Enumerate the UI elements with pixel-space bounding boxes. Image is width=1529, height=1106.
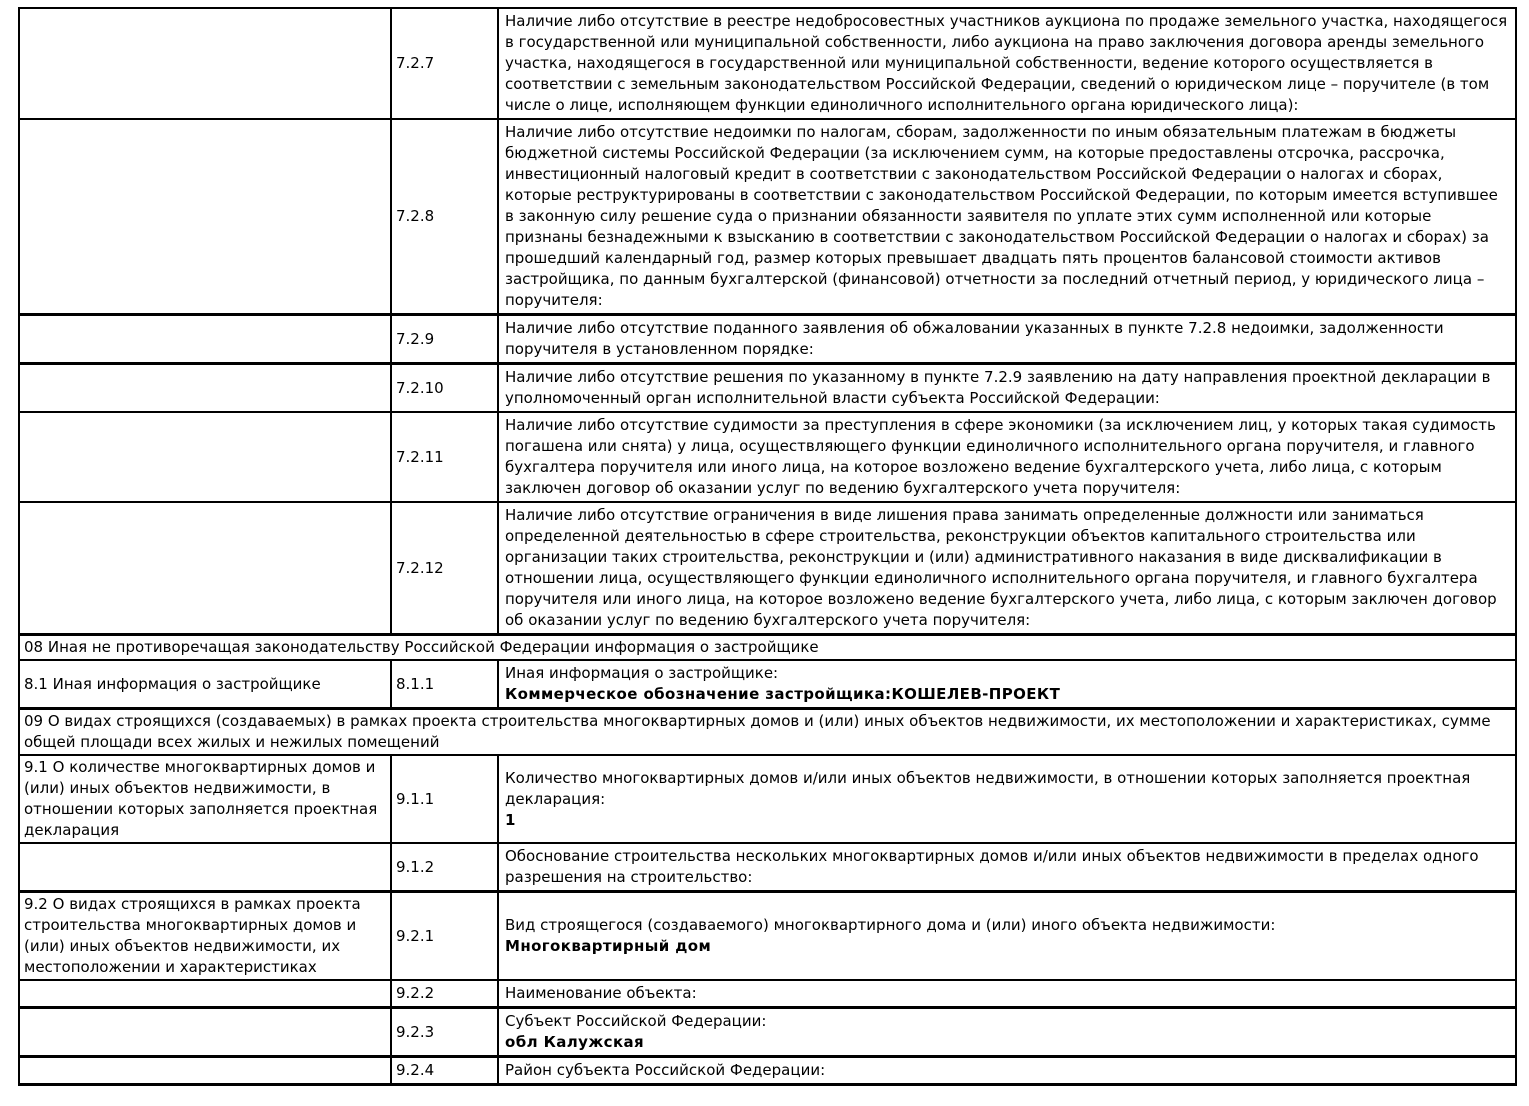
row-number-cell: 9.2.3 — [391, 1008, 498, 1057]
row-description-cell — [19, 119, 391, 315]
declaration-table-body — [19, 8, 1516, 1085]
table-row — [19, 502, 1516, 635]
row-number-cell: 7.2.10 — [391, 364, 498, 413]
table-row — [19, 709, 1516, 756]
row-content-cell — [498, 892, 1516, 981]
row-number-cell: 9.2.2 — [391, 980, 498, 1008]
row-number-cell: 7.2.12 — [391, 502, 498, 635]
row-content-cell — [498, 1008, 1516, 1057]
table-row — [19, 980, 1516, 1008]
section-header: 09 О видах строящихся (создаваемых) в рамках проекта строительства многоквартирных домов и (или) иных объектов недвижимости, их местоположении и характеристиках, сумме общей площади всех жилых и нежилых помещений — [19, 709, 1516, 756]
row-description-cell — [19, 502, 391, 635]
row-description-cell: 8.1 Иная информация о застройщике — [19, 660, 391, 709]
table-row — [19, 843, 1516, 892]
field-label: Иная информация о застройщике: — [505, 664, 779, 682]
table-row — [19, 892, 1516, 981]
row-number-cell: 9.2.1 — [391, 892, 498, 981]
field-label: Наличие либо отсутствие судимости за преступления в сфере экономики (за исключением лиц, у которых такая судимость погашена или снята) у лица, осуществляющего функции единоличного исполнительного органа поручителя, и главного бухгалтера поручителя или иного лица, на которое возложено ведение бухгалтерского учета, либо лица, с которым заключен договор об оказании услуг по ведению бухгалтерского учета поручителя: — [505, 416, 1496, 497]
table-row — [19, 660, 1516, 709]
row-number-cell: 7.2.7 — [391, 8, 498, 119]
table-row — [19, 412, 1516, 502]
field-label: Наличие либо отсутствие в реестре недобросовестных участников аукциона по продаже земельного участка, находящегося в государственной или муниципальной собственности, либо аукциона на право заключения договора аренды земельного участка, находящегося в государственной или муниципальной собственности, ведение которого осуществляется в соответствии с земельным законодательством Российской Федерации, сведений о юридическом лице – поручителе (в том числе о лице, исполняющем функции единоличного исполнительного органа юридического лица): — [505, 12, 1508, 114]
row-number-cell: 7.2.11 — [391, 412, 498, 502]
field-label: Количество многоквартирных домов и/или иных объектов недвижимости, в отношении которых заполняется проектная декларация: — [505, 768, 1471, 808]
row-description-cell — [19, 1008, 391, 1057]
field-value: обл Калужская — [505, 1033, 645, 1051]
row-description-cell: 9.1 О количестве многоквартирных домов и (или) иных объектов недвижимости, в отношении которых заполняется проектная декларация — [19, 755, 391, 843]
row-number-cell: 7.2.8 — [391, 119, 498, 315]
table-row — [19, 1057, 1516, 1085]
section-header: 08 Иная не противоречащая законодательству Российской Федерации информация о застройщике — [19, 635, 1516, 661]
table-row — [19, 119, 1516, 315]
field-label: Наличие либо отсутствие поданного заявления об обжаловании указанных в пункте 7.2.8 недоимки, задолженности поручителя в установленном порядке: — [505, 319, 1444, 358]
field-label: Вид строящегося (создаваемого) многоквартирного дома и (или) иного объекта недвижимости: — [505, 916, 1276, 934]
row-content-cell — [498, 980, 1516, 1008]
row-number-cell: 9.1.1 — [391, 755, 498, 843]
field-value: 1 — [505, 810, 516, 829]
declaration-table — [18, 7, 1517, 1086]
field-label: Наличие либо отсутствие решения по указанному в пункте 7.2.9 заявлению на дату направления проектной декларации в уполномоченный орган исполнительной власти субъекта Российской Федерации: — [505, 368, 1491, 407]
row-number-cell: 8.1.1 — [391, 660, 498, 709]
field-label: Наличие либо отсутствие ограничения в виде лишения права занимать определенные должности или заниматься определенной деятельностью в сфере строительства, реконструкции объектов капитального строительства или организации таких строительства, реконструкции и (или) административного наказания в виде дисквалификации в отношении лица, осуществляющего функции единоличного исполнительного органа поручителя, и главного бухгалтера поручителя или иного лица, на которое возложено ведение бухгалтерского учета, либо лица, с которым заключен договор об оказании услуг по ведению бухгалтерского учета поручителя: — [505, 506, 1497, 629]
row-description-cell — [19, 843, 391, 892]
table-row — [19, 315, 1516, 364]
row-content-cell — [498, 8, 1516, 119]
row-number-cell: 9.1.2 — [391, 843, 498, 892]
row-content-cell — [498, 412, 1516, 502]
table-row — [19, 635, 1516, 661]
table-row — [19, 755, 1516, 843]
row-content-cell — [498, 755, 1516, 843]
row-content-cell — [498, 364, 1516, 413]
row-description-cell — [19, 412, 391, 502]
field-label: Субъект Российской Федерации: — [505, 1012, 767, 1030]
row-description-cell — [19, 1057, 391, 1085]
row-description-cell — [19, 315, 391, 364]
row-content-cell — [498, 843, 1516, 892]
field-label: Наличие либо отсутствие недоимки по налогам, сборам, задолженности по иным обязательным платежам в бюджеты бюджетной системы Российской Федерации (за исключением сумм, на которые предоставлены отсрочка, рассрочка, инвестиционный налоговый кредит в соответствии с законодательством Российской Федерации о налогах и сборах, которые реструктурированы в соответствии с законодательством Российской Федерации, по которым имеется вступившее в законную силу решение суда о признании обязанности заявителя по уплате этих сумм исполненной или которые признаны безнадежными к взысканию в соответствии с законодательством Российской Федерации о налогах и сборах) за прошедший календарный год, размер которых превышает двадцать пять процентов балансовой стоимости активов застройщика, по данным бухгалтерской (финансовой) отчетности за последний отчетный период, у юридического лица – поручителя: — [505, 123, 1498, 309]
field-label: Обоснование строительства нескольких многоквартирных домов и/или иных объектов недвижимости в пределах одного разрешения на строительство: — [505, 847, 1479, 886]
row-number-cell: 7.2.9 — [391, 315, 498, 364]
row-description-cell — [19, 8, 391, 119]
table-row — [19, 1008, 1516, 1057]
table-row — [19, 8, 1516, 119]
row-content-cell — [498, 502, 1516, 635]
row-description-cell — [19, 980, 391, 1008]
field-label: Наименование объекта: — [505, 984, 697, 1002]
field-value: Многоквартирный дом — [505, 937, 712, 955]
field-value: Коммерческое обозначение застройщика:КОШЕЛЕВ-ПРОЕКТ — [505, 685, 1061, 703]
row-content-cell — [498, 119, 1516, 315]
row-number-cell: 9.2.4 — [391, 1057, 498, 1085]
row-description-cell: 9.2 О видах строящихся в рамках проекта строительства многоквартирных домов и (или) иных объектов недвижимости, их местоположении и характеристиках — [19, 892, 391, 981]
row-description-cell — [19, 364, 391, 413]
row-content-cell — [498, 315, 1516, 364]
row-content-cell — [498, 660, 1516, 709]
row-content-cell — [498, 1057, 1516, 1085]
field-label: Район субъекта Российской Федерации: — [505, 1061, 826, 1079]
table-row — [19, 364, 1516, 413]
